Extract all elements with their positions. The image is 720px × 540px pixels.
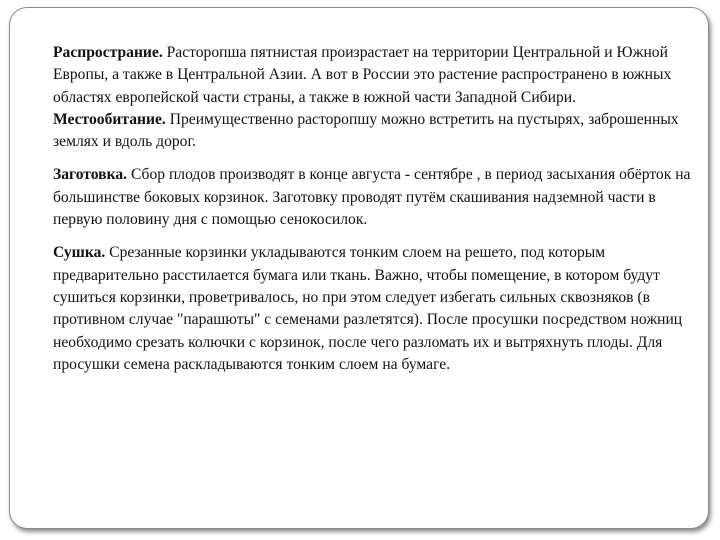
term-distribution: Распространие. <box>53 44 163 61</box>
slide-frame <box>9 7 709 529</box>
text-drying: Срезанные корзинки укладываются тонким слоем на решето, под которым предварительно расстилается бумага или ткань. Важно, чтобы помещение, в котором будут сушиться корзинки, проветривалось, но при этом следует избегать сильных сквозняков (в противном случае "парашюты" с семенами разлетятся). После просушки посредством ножниц необходимо срезать колючки с корзинок, после чего разломать их и вытряхнуть плоды. Для просушки семена раскладываются тонким слоем на бумаге. <box>53 244 683 373</box>
text-habitat: Преимущественно расторопшу можно встретить на пустырях, заброшенных землях и вдоль дорог. <box>53 110 679 151</box>
term-drying: Сушка. <box>53 244 106 262</box>
paragraph-distribution <box>53 42 693 109</box>
text-harvesting: Сбор плодов производят в конце августа - сентябре , в период засыхания обёрток на большинстве боковых корзинок. Заготовку проводят путём скашивания надземной части в первую половину дня с помощью сенокосилок. <box>53 166 691 229</box>
term-harvesting: Заготовка. <box>53 166 128 184</box>
paragraph-harvesting <box>53 164 693 231</box>
term-habitat: Местообитание. <box>53 110 166 128</box>
paragraph-drying <box>53 242 693 376</box>
text-distribution: Расторопша пятнистая произрастает на территории Центральной и Южной Европы, а также в Центральной Азии. А вот в России это растение распространено в южных областях европейской части страны, а также в южной части Западной Сибири. <box>53 44 672 106</box>
paragraph-habitat <box>53 109 693 154</box>
slide-text-body <box>53 42 693 376</box>
